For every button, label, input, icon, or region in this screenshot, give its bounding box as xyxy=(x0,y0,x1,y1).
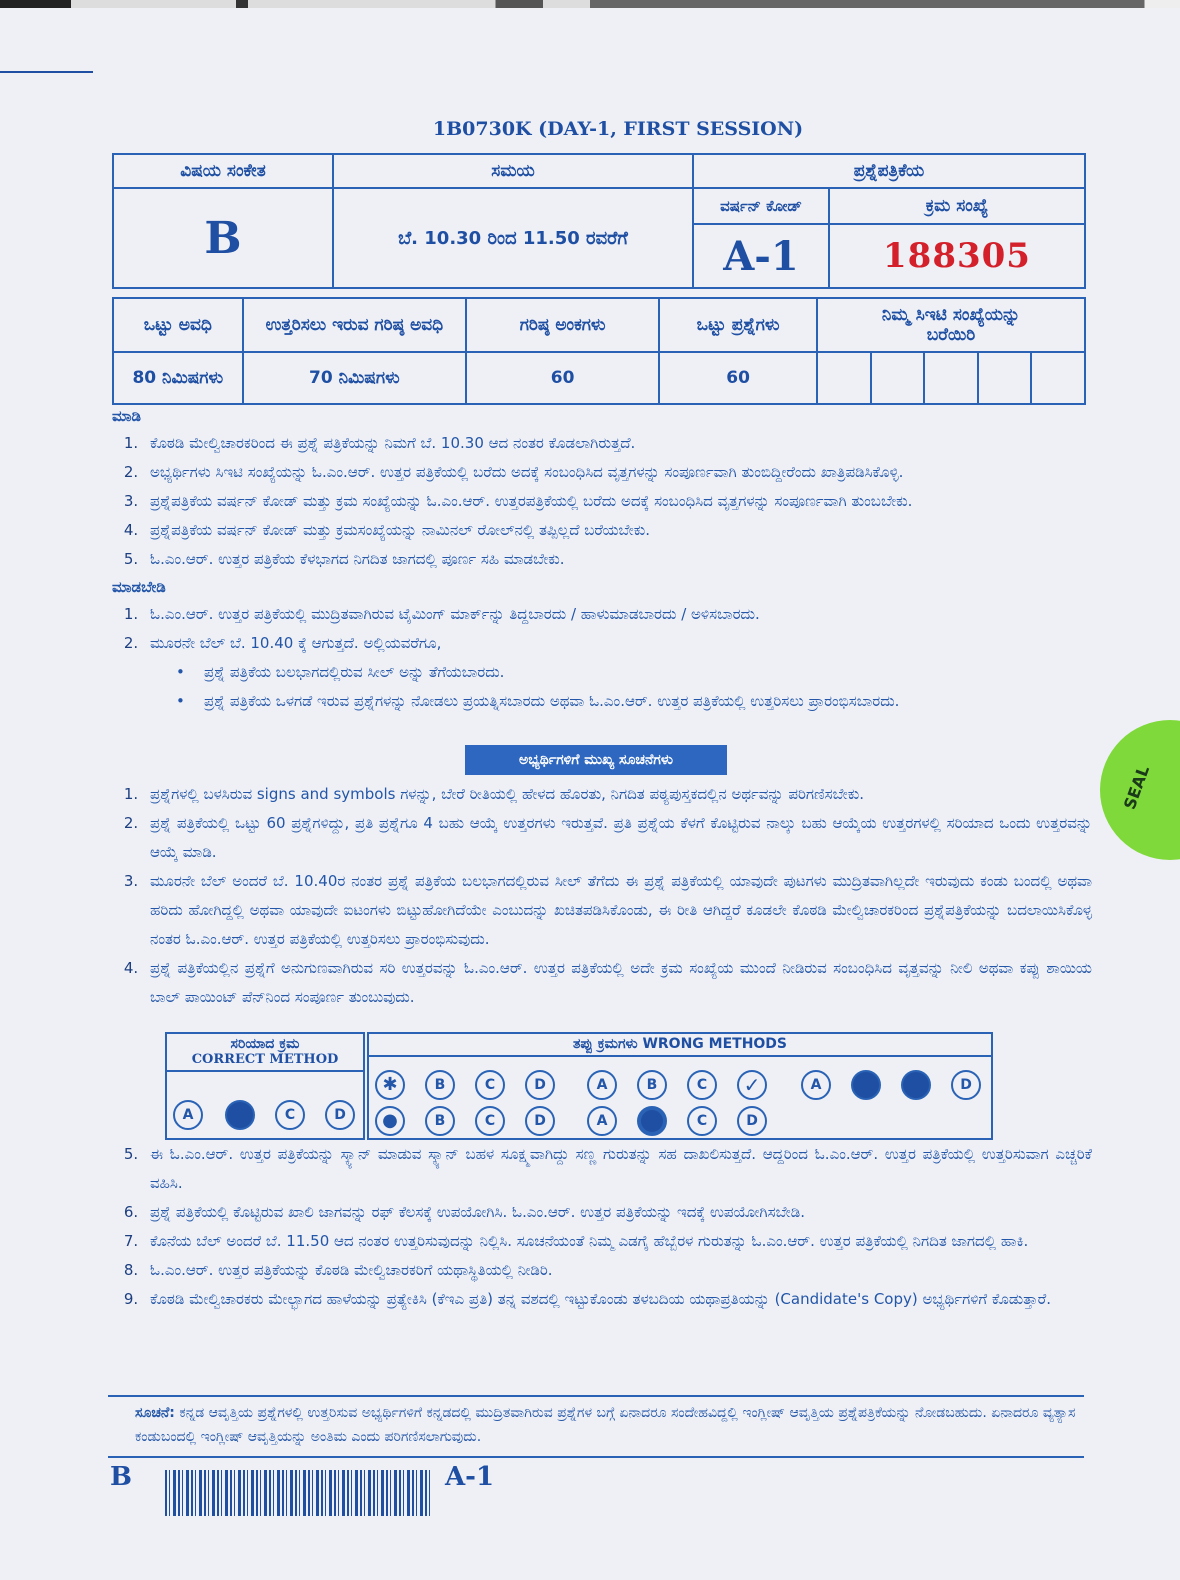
bubble-c: C xyxy=(475,1070,505,1100)
bubble-ticked: ✓ xyxy=(737,1070,767,1100)
bubble-d: D xyxy=(325,1100,355,1130)
list-item: 4. ಪ್ರಶ್ನೆ ಪತ್ರಿಕೆಯಲ್ಲಿನ ಪ್ರಶ್ನೆಗೆ ಅನುಗುಣವಾಗಿರುವ ಸರಿ ಉತ್ತರವನ್ನು ಓ.ಎಂ.ಆರ್. ಉತ್ತರ ಪತ್ರಿಕೆಯಲ್ಲಿ ಅದೇ ಕ್ರಮ ಸಂಖ್ಯೆಯ ಮುಂದೆ ನೀಡಿರುವ ಸಂಬಂಧಿಸಿದ ವೃತ್ತವನ್ನು ನೀಲಿ ಅಥವಾ ಕಪ್ಪು ಶಾಯಿಯ ಬಾಲ್ ಪಾಯಿಂಟ್ ಪೆನ್‌ನಿಂದ ಸಂಪೂರ್ಣ ತುಂಬುವುದು. xyxy=(123,959,1092,1006)
scan-edge xyxy=(0,0,1180,8)
serial-number: 188305 xyxy=(829,224,1085,288)
instructions-part-b xyxy=(112,1140,1092,1314)
subject-code-label: ವಿಷಯ ಸಂಕೇತ xyxy=(113,154,333,188)
bubble-a: A xyxy=(587,1070,617,1100)
time-value: ಬೆ. 10.30 ರಿಂದ 11.50 ರವರೆಗೆ xyxy=(333,188,693,288)
cet-digit-box[interactable] xyxy=(924,352,978,404)
instructions-part-a xyxy=(112,780,1092,1012)
note-text: ಕನ್ನಡ ಆವೃತ್ತಿಯ ಪ್ರಶ್ನೆಗಳಲ್ಲಿ ಉತ್ತರಿಸುವ ಅಭ್ಯರ್ಥಿಗಳಿಗೆ ಕನ್ನಡದಲ್ಲಿ ಮುದ್ರಿತವಾಗಿರುವ ಪ್ರಶ್ನೆಗಳ ಬಗ್ಗೆ ಏನಾದರೂ ಸಂದೇಹವಿದ್ದಲ್ಲಿ ಇಂಗ್ಲೀಷ್ ಆವೃತ್ತಿಯ ಪ್ರಶ್ನೆಪತ್ರಿಕೆಯನ್ನು ನೋಡಬಹುದು. ಏನಾದರೂ ವ್ಯತ್ಯಾಸ ಕಂಡುಬಂದಲ್ಲಿ ಇಂಗ್ಲೀಷ್ ಆವೃತ್ತಿಯನ್ನು ಅಂತಿಮ ಎಂದು ಪರಿಗಣಿಸಲಾಗುವುದು. xyxy=(135,1405,1076,1445)
note-rule-bottom xyxy=(108,1456,1084,1458)
list-item: 3. ಮೂರನೇ ಬೆಲ್ ಅಂದರೆ ಬೆ. 10.40ರ ನಂತರ ಪ್ರಶ್ನೆ ಪತ್ರಿಕೆಯ ಬಲಭಾಗದಲ್ಲಿರುವ ಸೀಲ್ ತೆಗೆದು ಈ ಪ್ರಶ್ನೆ ಪತ್ರಿಕೆಯಲ್ಲಿ ಯಾವುದೇ ಪುಟಗಳು ಮುದ್ರಿತವಾಗಿಲ್ಲದೇ ಇರುವುದು ಕಂಡು ಬಂದಲ್ಲಿ ಅಥವಾ ಹರಿದು ಹೋಗಿದ್ದಲ್ಲಿ ಅಥವಾ ಯಾವುದೇ ಐಟಂಗಳು ಬಿಟ್ಟುಹೋಗಿದೆಯೇ ಎಂಬುದನ್ನು ಖಚಿತಪಡಿಸಿಕೊಂಡು, ಈ ರೀತಿ ಆಗಿದ್ದರೆ ಕೂಡಲೇ ಕೊಠಡಿ ಮೇಲ್ವಿಚಾರಕರಿಂದ ಪ್ರಶ್ನೆಪತ್ರಿಕೆಯನ್ನು ಬದಲಾಯಿಸಿಕೊಳ್ಳ ನಂತರ ಓ.ಎಂ.ಆರ್. ಉತ್ತರ ಪತ್ರಿಕೆಯಲ್ಲಿ ಉತ್ತರಿಸಲು ಪ್ರಾರಂಭಿಸುವುದು. xyxy=(123,872,1092,948)
cet-digit-box[interactable] xyxy=(978,352,1032,404)
cet-number-label: ನಿಮ್ಮ ಸಿಇಟಿ ಸಂಖ್ಯೆಯನ್ನು ಬರೆಯಿರಿ xyxy=(817,298,1085,352)
note-rule-top xyxy=(108,1395,1084,1397)
max-marks: 60 xyxy=(466,352,659,404)
bullet-item: • ಪ್ರಶ್ನೆ ಪತ್ರಿಕೆಯ ಬಲಭಾಗದಲ್ಲಿರುವ ಸೀಲ್ ಅನ್ನು ತೆಗೆಯಬಾರದು. xyxy=(176,663,505,681)
bubble-c: C xyxy=(275,1100,305,1130)
list-item: 6. ಪ್ರಶ್ನೆ ಪತ್ರಿಕೆಯಲ್ಲಿ ಕೊಟ್ಟಿರುವ ಖಾಲಿ ಜಾಗವನ್ನು ರಫ್ ಕೆಲಸಕ್ಕೆ ಉಪಯೋಗಿಸಿ. ಓ.ಎಂ.ಆರ್. ಉತ್ತರ ಪತ್ರಿಕೆಯನ್ನು ಇದಕ್ಕೆ ಉಪಯೋಗಿಸಬೇಡಿ. xyxy=(123,1203,805,1221)
list-item: 1. ಪ್ರಶ್ನೆಗಳಲ್ಲಿ ಬಳಸಿರುವ signs and symbols ಗಳನ್ನು, ಬೇರೆ ರೀತಿಯಲ್ಲಿ ಹೇಳದ ಹೊರತು, ನಿಗದಿತ ಪಠ್ಯಪುಸ್ತಕದಲ್ಲಿನ ಅರ್ಥವನ್ನು ಪರಿಗಣಿಸಬೇಕು. xyxy=(123,785,865,803)
dos-donts-section xyxy=(112,403,1092,716)
wrong-methods-label: ತಪ್ಪು ಕ್ರಮಗಳು WRONG METHODS xyxy=(369,1034,991,1057)
barcode xyxy=(165,1470,430,1516)
list-item: 3. ಪ್ರಶ್ನೆಪತ್ರಿಕೆಯ ವರ್ಷನ್ ಕೋಡ್ ಮತ್ತು ಕ್ರಮ ಸಂಖ್ಯೆಯನ್ನು ಓ.ಎಂ.ಆರ್. ಉತ್ತರಪತ್ರಿಕೆಯಲ್ಲಿ ಬರೆದು ಅದಕ್ಕೆ ಸಂಬಂಧಿಸಿದ ವೃತ್ತಗಳನ್ನು ಸಂಪೂರ್ಣವಾಗಿ ತುಂಬಬೇಕು. xyxy=(123,492,913,510)
list-item: 2. ಮೂರನೇ ಬೆಲ್ ಬೆ. 10.40 ಕ್ಕೆ ಆಗುತ್ತದೆ. ಅಲ್ಲಿಯವರೆಗೂ, xyxy=(123,634,442,652)
bubble-filled xyxy=(225,1100,255,1130)
list-item: 1. ಓ.ಎಂ.ಆರ್. ಉತ್ತರ ಪತ್ರಿಕೆಯಲ್ಲಿ ಮುದ್ರಿತವಾಗಿರುವ ಟೈಮಿಂಗ್ ಮಾರ್ಕ್‌ನ್ನು ತಿದ್ದಬಾರದು / ಹಾಳುಮಾಡಬಾರದು / ಅಳಿಸಬಾರದು. xyxy=(123,605,760,623)
time-label: ಸಮಯ xyxy=(333,154,693,188)
corner-rule xyxy=(0,71,93,73)
bubble-filled xyxy=(901,1070,931,1100)
list-item: 4. ಪ್ರಶ್ನೆಪತ್ರಿಕೆಯ ವರ್ಷನ್ ಕೋಡ್ ಮತ್ತು ಕ್ರಮಸಂಖ್ಯೆಯನ್ನು ನಾಮಿನಲ್ ರೋಲ್‌ನಲ್ಲಿ ತಪ್ಪಿಲ್ಲದೆ ಬರೆಯಬೇಕು. xyxy=(123,521,650,539)
version-code: A-1 xyxy=(693,224,829,288)
list-item: 9. ಕೊಠಡಿ ಮೇಲ್ವಿಚಾರಕರು ಮೇಲ್ಭಾಗದ ಹಾಳೆಯನ್ನು ಪ್ರತ್ಯೇಕಿಸಿ (ಕೆಇಎ ಪ್ರತಿ) ತನ್ನ ವಶದಲ್ಲಿ ಇಟ್ಟುಕೊಂಡು ತಳಬದಿಯ ಯಥಾಪ್ರತಿಯನ್ನು (Candidate's Copy) ಅಭ್ಯರ್ಥಿಗಳಿಗೆ ಕೊಡುತ್ತಾರೆ. xyxy=(123,1290,1051,1308)
bubble-filled xyxy=(851,1070,881,1100)
total-duration: 80 ನಿಮಿಷಗಳು xyxy=(113,352,243,404)
bubble-a: A xyxy=(173,1100,203,1130)
bubble-d: D xyxy=(525,1070,555,1100)
subject-code: B xyxy=(113,188,333,288)
donts-title: ಮಾಡಬೇಡಿ xyxy=(112,578,166,596)
list-item: 2. ಅಭ್ಯರ್ಥಿಗಳು ಸಿಇಟಿ ಸಂಖ್ಯೆಯನ್ನು ಓ.ಎಂ.ಆರ್. ಉತ್ತರ ಪತ್ರಿಕೆಯಲ್ಲಿ ಬರೆದು ಅದಕ್ಕೆ ಸಂಬಂಧಿಸಿದ ವೃತ್ತಗಳನ್ನು ಸಂಪೂರ್ಣವಾಗಿ ತುಂಬಿದ್ದೀರೆಂದು ಖಾತ್ರಿಪಡಿಸಿಕೊಳ್ಳಿ. xyxy=(123,463,904,481)
list-item: 2. ಪ್ರಶ್ನೆ ಪತ್ರಿಕೆಯಲ್ಲಿ ಒಟ್ಟು 60 ಪ್ರಶ್ನೆಗಳಿದ್ದು, ಪ್ರತಿ ಪ್ರಶ್ನೆಗೂ 4 ಬಹು ಆಯ್ಕೆ ಉತ್ತರಗಳು ಇರುತ್ತವೆ. ಪ್ರತಿ ಪ್ರಶ್ನೆಯ ಕೆಳಗೆ ಕೊಟ್ಟಿರುವ ನಾಲ್ಕು ಬಹು ಆಯ್ಕೆಯ ಉತ್ತರಗಳಲ್ಲಿ ಸರಿಯಾದ ಒಂದು ಉತ್ತರವನ್ನು ಆಯ್ಕೆ ಮಾಡಿ. xyxy=(123,814,1092,861)
bubble-a: A xyxy=(801,1070,831,1100)
bubble-c: C xyxy=(475,1106,505,1136)
max-marks-label: ಗರಿಷ್ಠ ಅಂಕಗಳು xyxy=(466,298,659,352)
note xyxy=(135,1401,1080,1449)
bubble-c: C xyxy=(687,1070,717,1100)
max-answer-time: 70 ನಿಮಿಷಗಳು xyxy=(243,352,467,404)
bubble-b: B xyxy=(425,1070,455,1100)
cet-digit-box[interactable] xyxy=(871,352,925,404)
list-item: 1. ಕೊಠಡಿ ಮೇಲ್ವಿಚಾರಕರಿಂದ ಈ ಪ್ರಶ್ನೆ ಪತ್ರಿಕೆಯನ್ನು ನಿಮಗೆ ಬೆ. 10.30 ಆದ ನಂತರ ಕೊಡಲಾಗಿರುತ್ತದೆ. xyxy=(123,434,636,452)
footer-subject-code: B xyxy=(110,1462,132,1492)
paper-heading: 1B0730K (DAY-1, FIRST SESSION) xyxy=(432,118,804,140)
list-item: 5. ಈ ಓ.ಎಂ.ಆರ್. ಉತ್ತರ ಪತ್ರಿಕೆಯನ್ನು ಸ್ಕ್ಯಾನ್ ಮಾಡುವ ಸ್ಕ್ಯಾನ್ ಬಹಳ ಸೂಕ್ಷ್ಮವಾಗಿದ್ದು ಸಣ್ಣ ಗುರುತನ್ನು ಸಹ ದಾಖಲಿಸುತ್ತದೆ. ಆದ್ದರಿಂದ ಓ.ಎಂ.ಆರ್. ಉತ್ತರ ಪತ್ರಿಕೆಯಲ್ಲಿ ಉತ್ತರಿಸುವಾಗ ಎಚ್ಚರಿಕೆ ವಹಿಸಿ. xyxy=(123,1145,1092,1192)
correct-method-box xyxy=(165,1032,365,1140)
bubble-filled-bordered xyxy=(637,1106,667,1136)
seal-text: SEAL xyxy=(1119,763,1154,812)
bubble-dot: ● xyxy=(375,1106,405,1136)
total-questions: 60 xyxy=(659,352,817,404)
bullet-item: • ಪ್ರಶ್ನೆ ಪತ್ರಿಕೆಯ ಒಳಗಡೆ ಇರುವ ಪ್ರಶ್ನೆಗಳನ್ನು ನೋಡಲು ಪ್ರಯತ್ನಿಸಬಾರದು ಅಥವಾ ಓ.ಎಂ.ಆರ್. ಉತ್ತರ ಪತ್ರಿಕೆಯಲ್ಲಿ ಉತ್ತರಿಸಲು ಪ್ರಾರಂಭಿಸಬಾರದು. xyxy=(176,692,900,710)
list-item: 5. ಓ.ಎಂ.ಆರ್. ಉತ್ತರ ಪತ್ರಿಕೆಯ ಕೆಳಭಾಗದ ನಿಗದಿತ ಜಾಗದಲ್ಲಿ ಪೂರ್ಣ ಸಹಿ ಮಾಡಬೇಕು. xyxy=(123,550,565,568)
list-item: 7. ಕೊನೆಯ ಬೆಲ್ ಅಂದರೆ ಬೆ. 11.50 ಆದ ನಂತರ ಉತ್ತರಿಸುವುದನ್ನು ನಿಲ್ಲಿಸಿ. ಸೂಚನೆಯಂತೆ ನಿಮ್ಮ ಎಡಗೈ ಹೆಬ್ಬೆರಳ ಗುರುತನ್ನು ಓ.ಎಂ.ಆರ್. ಉತ್ತರ ಪತ್ರಿಕೆಯಲ್ಲಿ ನಿಗದಿತ ಜಾಗದಲ್ಲಿ ಹಾಕಿ. xyxy=(123,1232,1029,1250)
footer-version-code: A-1 xyxy=(445,1462,495,1492)
list-item: 8. ಓ.ಎಂ.ಆರ್. ಉತ್ತರ ಪತ್ರಿಕೆಯನ್ನು ಕೊಠಡಿ ಮೇಲ್ವಿಚಾರಕರಿಗೆ ಯಥಾಸ್ಥಿತಿಯಲ್ಲಿ ನೀಡಿರಿ. xyxy=(123,1261,553,1279)
serial-label: ಕ್ರಮ ಸಂಖ್ಯೆ xyxy=(829,188,1085,224)
version-code-label: ವರ್ಷನ್ ಕೋಡ್ xyxy=(693,188,829,224)
bubble-d: D xyxy=(951,1070,981,1100)
qp-label: ಪ್ರಶ್ನೆಪತ್ರಿಕೆಯ xyxy=(693,154,1085,188)
correct-method-label-en: CORRECT METHOD xyxy=(167,1052,363,1072)
code-table xyxy=(112,153,1086,289)
total-questions-label: ಒಟ್ಟು ಪ್ರಶ್ನೆಗಳು xyxy=(659,298,817,352)
max-answer-time-label: ಉತ್ತರಿಸಲು ಇರುವ ಗರಿಷ್ಠ ಅವಧಿ xyxy=(243,298,467,352)
correct-method-label: ಸರಿಯಾದ ಕ್ರಮ xyxy=(230,1036,300,1052)
dos-title: ಮಾಡಿ xyxy=(112,407,142,425)
bubble-b: B xyxy=(637,1070,667,1100)
bubble-a: A xyxy=(587,1106,617,1136)
cet-digit-box[interactable] xyxy=(1031,352,1085,404)
instructions-banner: ಅಭ್ಯರ್ಥಿಗಳಿಗೆ ಮುಖ್ಯ ಸೂಚನೆಗಳು xyxy=(465,745,727,775)
note-label: ಸೂಚನೆ: xyxy=(135,1405,175,1421)
bubble-d: D xyxy=(737,1106,767,1136)
seal-sticker[interactable] xyxy=(1100,720,1180,860)
cet-digit-box[interactable] xyxy=(817,352,871,404)
wrong-methods-box xyxy=(367,1032,993,1140)
bubble-c: C xyxy=(687,1106,717,1136)
bubble-d: D xyxy=(525,1106,555,1136)
total-duration-label: ಒಟ್ಟು ಅವಧಿ xyxy=(113,298,243,352)
bubble-b: B xyxy=(425,1106,455,1136)
bubble-scribbled: ✱ xyxy=(375,1070,405,1100)
exam-info-table xyxy=(112,297,1086,405)
